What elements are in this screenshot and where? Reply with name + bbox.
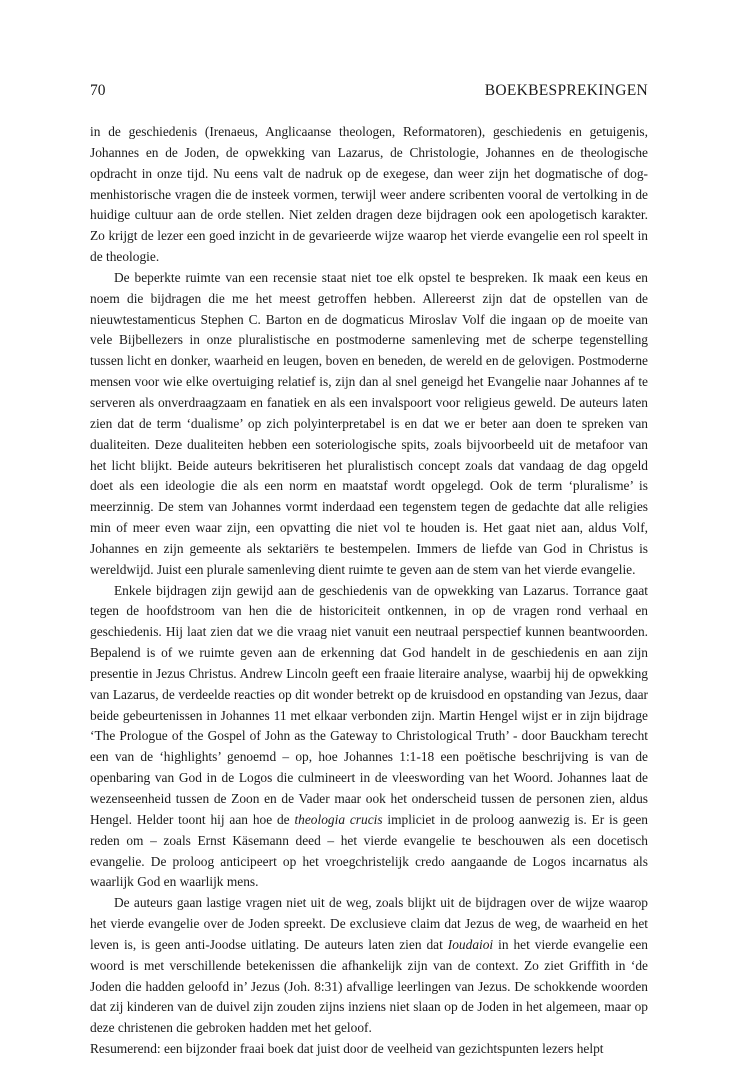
paragraph-text: Resumerend: een bijzonder fraai boek dat juist door de veelheid van gezichtspunten lezers helpt — [90, 1041, 604, 1057]
paragraph-text: in de geschiedenis (Irenaeus, Anglicaanse theologen, Reformatoren), geschiedenis en getuigenis, Johannes en de Joden, de opwekking van Lazarus, de Christologie, Johannes en de theologische opdracht in onze tijd. Nu eens valt de nadruk op de exegese, dan weer zijn het dogmatische of dogmenhistorische vragen die de insteek vormen, terwijl weer andere scribenten vooral de vertolking in de huidige cultuur aan de orde stellen. Niet zelden dragen deze bijdragen ook een apologetisch karakter. Zo krijgt de lezer een goed inzicht in de gevarieerde wijze waarop het vierde evangelie een rol speelt in de theologie. — [90, 124, 648, 265]
italic-term-theologia-crucis: theologia crucis — [294, 811, 383, 827]
review-body — [90, 122, 648, 1060]
page-number: 70 — [90, 82, 106, 99]
paragraph-dualism-pluralism — [90, 268, 648, 581]
paragraph-jews-in-gospel — [90, 893, 648, 1039]
section-title: BOEKBESPREKINGEN — [484, 82, 648, 99]
italic-term-ioudaioi: Ioudaioi — [447, 936, 494, 952]
paragraph-text: De auteurs gaan lastige vragen niet uit de weg, zoals blijkt uit de bijdragen over de wijze waarop het vierde evangelie over de Joden spreekt. De exclusieve claim dat Jezus de weg, de waarheid en het leven is, is geen anti-Joodse uitlating. De auteurs laten zien dat — [90, 895, 648, 952]
paragraph-summary — [90, 1039, 648, 1060]
paragraph-text: Enkele bijdragen zijn gewijd aan de geschiedenis van de opwekking van Lazarus. Torrance gaat tegen de hoofdstroom van hen die de historiciteit ontkennen, in op de vragen rond verhaal en geschiedenis. Hij laat zien dat we die vraag niet vanuit een neutraal perspectief kunnen beantwoorden. Bepalend is of we ruimte geven aan de erkenning dat God handelt in de geschiedenis en aan zijn presentie in Jezus Christus. Andrew Lincoln geeft een fraaie literaire analyse, waarbij hij de opwekking van Lazarus, de verdeelde reacties op dit wonder betrekt op de kruisdood en opstanding van Jezus, daar beide gebeurtenissen in Johannes 11 met elkaar verbonden zijn. Martin Hengel wijst er in zijn bijdrage ‘The Prologue of the Gospel of John as the Gateway to Christological Truth’ - door Bauckham terecht een van de ‘highlights’ genoemd – op, hoe Johannes 1:1-18 een poëtische beschrijving is van de openbaring van God in de Logos die culmineert in de vleeswording van het Woord. Johannes laat de wezenseenheid tussen de Zoon en de Vader maar ook het onderscheid tussen de personen zien, aldus Hengel. Helder toont hij aan hoe de — [90, 582, 648, 827]
paragraph-text: De beperkte ruimte van een recensie staat niet toe elk opstel te bespreken. Ik maak een keus en noem die bijdragen die me het meest getroffen hebben. Allereerst zijn dat de opstellen van de nieuwtestamenticus Stephen C. Barton en de dogmaticus Miroslav Volf die ingaan op de moeite van vele Bijbellezers in onze pluralistische en postmoderne samenleving met de scherpe tegenstelling tussen licht en donker, waarheid en leugen, boven en beneden, de wereld en de gelovigen. Postmoderne mensen voor wie elke overtuiging relatief is, zijn dan al snel geneigd het Evangelie naar Johannes af te serveren als onverdraagzaam en fanatiek en als een invalspoort voor religieus geweld. De auteurs laten zien dat de term ‘dualisme’ op zich polyinterpretabel is en dat we er beter aan doen te spreken van dualiteiten. Deze dualiteiten hebben een soteriologische spits, zoals bijvoorbeeld uit de metafoor van het licht blijkt. Beide auteurs bekritiseren het pluralistisch concept zoals dat vandaag de dag opgeld doet als een ideologie die als een norm en maatstaf wordt opgelegd. Ook de term ‘pluralisme’ is meerzinnig. De stem van Johannes vormt inderdaad een tegenstem tegen de gedachte dat alle religies min of meer even waar zijn, een opvatting die niet vol te houden is. Het gaat niet aan, aldus Volf, Johannes en zijn gemeente als sektariërs te bestempelen. Immers de liefde van God in Christus is wereldwijd. Juist een plurale samenleving dient ruimte te geven aan de stem van het vierde evangelie. — [90, 269, 648, 577]
paragraph-text: in het vierde evangelie een woord is met verschillende betekenissen die afhankelijk zijn van de context. Zo ziet Griffith in ‘de Joden die hadden geloofd in’ Jezus (Joh. 8:31) afvallige leerlingen van Jezus. De schokkende woorden dat zij kinderen van de duivel zijn zouden zijns inziens niet slaan op de Joden in het algemeen, maar op deze christenen die gebroken hadden met het geloof. — [90, 936, 648, 1036]
paragraph-contributions-overview — [90, 122, 648, 268]
running-head — [90, 80, 648, 102]
paragraph-text: impliciet in de proloog aanwezig is. Er is geen reden om – zoals Ernst Käsemann deed – het vierde evangelie te beschouwen als een docetisch evangelie. De proloog anticipeert op het vroegchristelijk credo aangaande de Logos incarnatus als waarlijk God en waarlijk mens. — [90, 811, 649, 890]
paragraph-lazarus-prologue — [90, 581, 648, 894]
